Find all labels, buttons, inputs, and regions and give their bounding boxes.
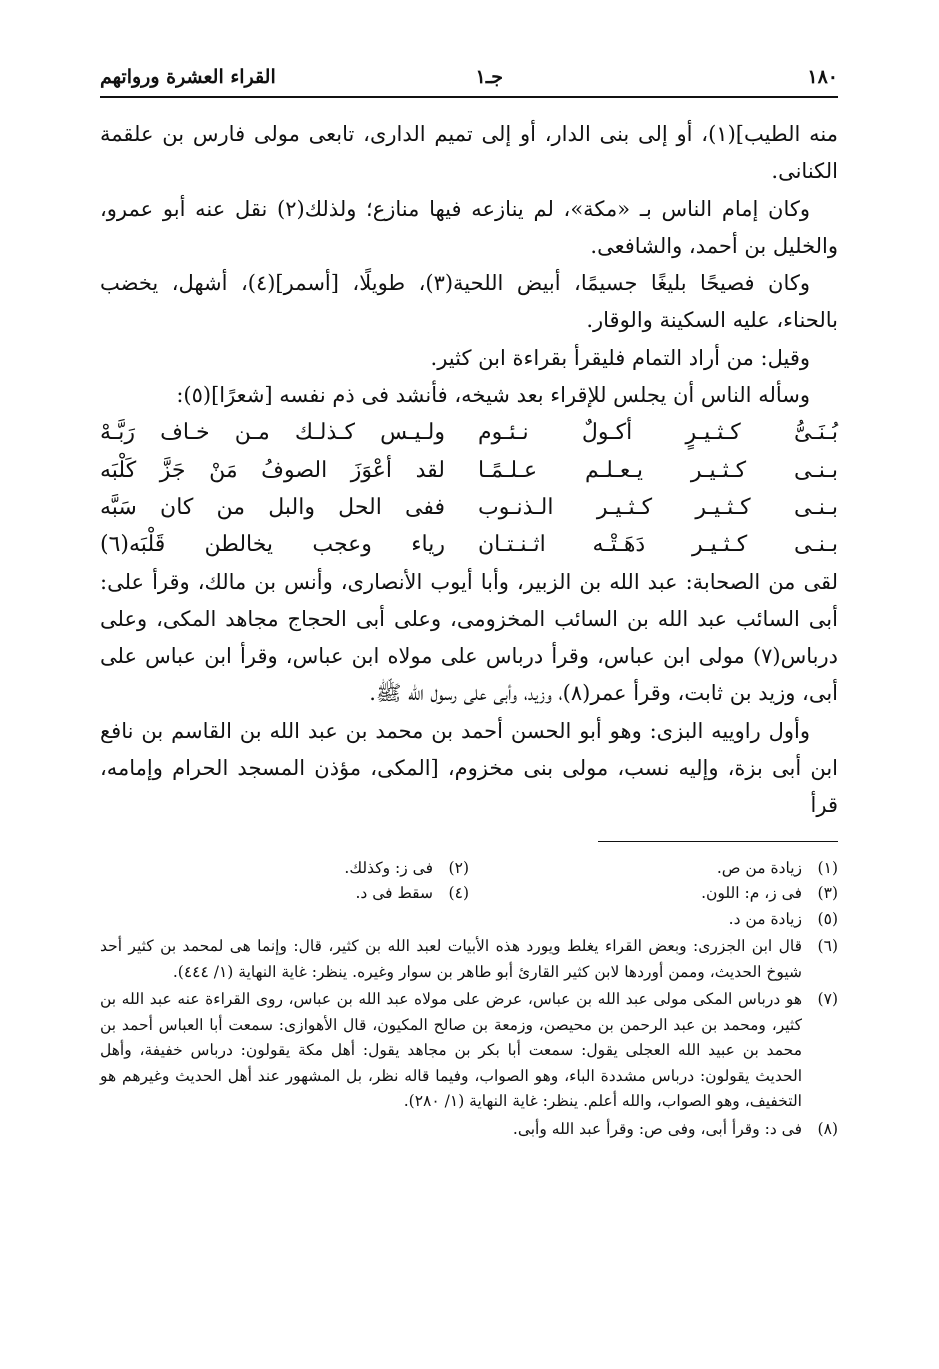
footnote-text: فى د: وقرأ أبى، وفى ص: وقرأ عبد الله وأبى. — [512, 1119, 802, 1138]
footnote-row — [100, 881, 838, 907]
poem-verse — [100, 414, 838, 451]
footnote-4 — [100, 881, 469, 907]
poem-verse — [100, 526, 838, 563]
footnote-row — [100, 856, 838, 882]
footnote-text: فى ز: وكذلك. — [344, 858, 433, 877]
paragraph: وكان إمام الناس بـ «مكة»، لم ينازعه فيها منازع؛ ولذلك(٢) نقل عنه أبو عمرو، والخليل بن أحمد، والشافعى. — [100, 196, 838, 258]
footnote-3 — [469, 881, 838, 907]
verse-first-hemistich: بـنـى كـثـيـر كـثـيـر الـذنـوب — [478, 494, 838, 520]
verse-second-hemistich: ولـيـس كـذلـك مـن خـاف رَبَّـهْ — [100, 420, 445, 446]
footnote-7 — [100, 987, 838, 1115]
footnote-text: فى ز، م: اللون. — [701, 884, 802, 903]
footnote-1 — [469, 856, 838, 882]
verse-first-hemistich: بـنـى كـثـيـر دَهَـتْـه اثـنـتـان — [478, 532, 838, 558]
footnote-rule — [598, 841, 838, 842]
verse-first-hemistich: بـنـى كـثـيـر يـعـلـم عـلـمًـا — [478, 457, 838, 483]
verse-first-hemistich: بُـنَـىُّ كـثـيـرٍ أكـولٌ نـئـوم — [478, 420, 838, 446]
footnote-text: زيادة من د. — [728, 909, 802, 928]
footnotes — [100, 856, 838, 1143]
paragraph: وقيل: من أراد التمام فليقرأ بقراءة ابن كثير. — [430, 345, 810, 370]
poem-verse — [100, 452, 838, 489]
footnote-number: (٦) — [817, 937, 838, 956]
footnote-number: (٥) — [817, 909, 838, 928]
footnote-number: (٨) — [817, 1119, 838, 1138]
footnote-number: (٢) — [448, 858, 469, 877]
footnote-text: هو درباس المكى مولى عبد الله بن عباس، عرض على مولاه عبد الله بن عباس، روى القراءة عنه عبد الله بن كثير، ومحمد بن عبد الرحمن بن محيصن، وزمعة بن صالح المكيون، قال الأهوازى: سمعت أبا العباس أحمد بن محمد بن عبيد الله العجلى يقول: سمعت أبا بكر بن مجاهد يقول: أهل مكة يقولون: درباس خفيفة، وأهل الحديث يقولون: درباس مشددة الباء، وهو الصواب، وفيما قاله نظر، بل المشهور عند أهل الحديث وغيرهم هو التخفيف، وهو الصواب، والله أعلم. ينظر: غاية النهاية (١/ ٢٨٠). — [100, 990, 802, 1111]
verse-second-hemistich: ففى الحل والبل من كان سَبَّه — [100, 494, 445, 520]
footnote-8 — [100, 1117, 838, 1143]
footnote-number: (٧) — [817, 990, 838, 1009]
verse-second-hemistich: رياء وعجب يخالطن قَلْبَه(٦) — [100, 532, 445, 558]
volume-label: جـ١ — [475, 66, 503, 88]
footnote-number: (٣) — [817, 884, 838, 903]
page-number: ١٨٠ — [807, 66, 838, 88]
paragraph: منه الطيب](١)، أو إلى بنى الدار، أو إلى تميم الدارى، تابعى مولى فارس بن علقمة الكنانى. — [100, 122, 838, 184]
verse-second-hemistich: لقد أعْوَزَ الصوفُ مَنْ جَزَّ كَلْبَه — [100, 457, 445, 483]
main-text — [100, 116, 838, 825]
header-rule — [100, 96, 838, 98]
footnote-number: (١) — [817, 858, 838, 877]
footnote-2 — [100, 856, 469, 882]
poem-verse — [100, 489, 838, 526]
book-title: القراء العشرة ورواتهم — [100, 66, 276, 88]
footnote-6 — [100, 934, 838, 985]
running-header — [100, 60, 838, 96]
paragraph: لقى من الصحابة: عبد الله بن الزبير، وأبا أيوب الأنصارى، وأنس بن مالك، وقرأ على: أبى السائب عبد الله بن السائب المخزومى، وعلى أبى الحجاج مجاهد المكى، وعلى درباس(٧) مولى ابن عباس، وقرأ درباس على مولاه ابن عباس، وقرأ ابن عباس على أبى، وزيد بن ثابت، وقرأ عمر(٨)، وزيد، وأبى على رسول الله ﷺ. — [100, 569, 838, 706]
footnote-number: (٤) — [448, 884, 469, 903]
paragraph: وسأله الناس أن يجلس للإقراء بعد شيخه، فأنشد فى ذم نفسه [شعرًا](٥): — [176, 383, 810, 408]
footnote-5 — [100, 907, 838, 933]
footnote-text: قال ابن الجزرى: وبعض القراء يغلط ويورد هذه الأبيات لعبد الله بن كثير، قال: وإنما هى لمحمد بن كثير أحد شيوخ الحديث، وممن أوردها لابن كثير القارئ أبو طاهر بن سوار وغيره. ينظر: غاية النهاية (١/ ٤٤٤). — [100, 937, 802, 981]
footnote-text: زيادة من ص. — [716, 858, 802, 877]
poem — [100, 414, 838, 563]
paragraph: وكان فصيحًا بليغًا جسيمًا، أبيض اللحية(٣)، طويلًا، [أسمر](٤)، أشهل، يخضب بالحناء، عليه السكينة والوقار. — [100, 271, 838, 333]
book-page — [100, 60, 838, 1142]
paragraph: وأول راوييه البزى: وهو أبو الحسن أحمد بن محمد بن عبد الله بن القاسم بن نافع ابن أبى بزة، وإليه نسب، مولى بنى مخزوم، [المكى، مؤذن المسجد الحرام وإمامه، قرأ — [100, 718, 838, 818]
footnote-text: سقط فى د. — [355, 884, 433, 903]
